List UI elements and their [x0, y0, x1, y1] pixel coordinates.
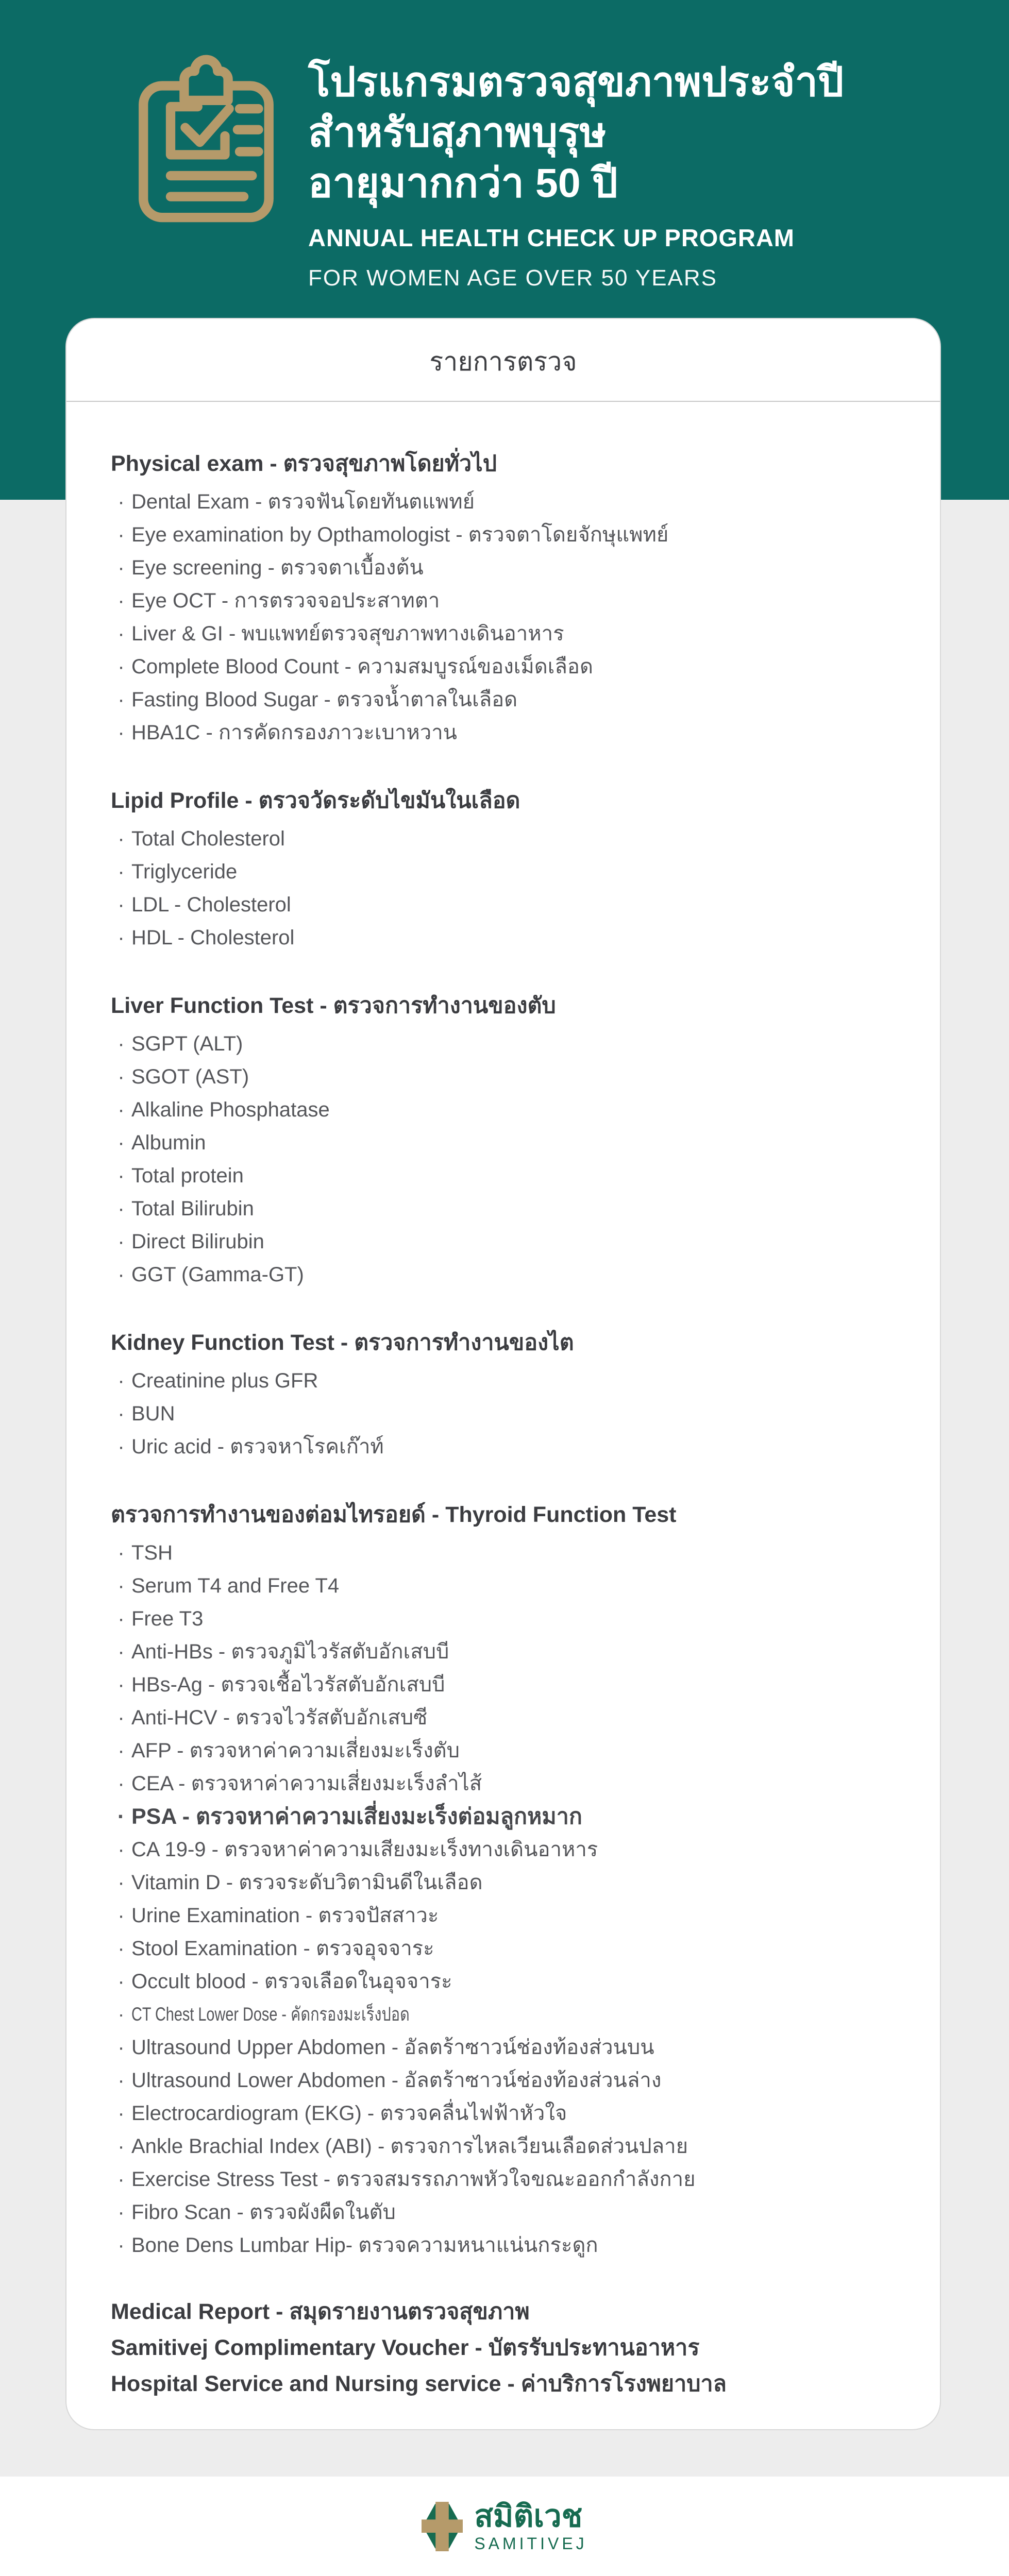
exam-item-label: HBA1C - การคัดกรองภาวะเบาหวาน [131, 721, 458, 744]
exam-item [111, 584, 896, 617]
exam-item-label: Urine Examination - ตรวจปัสสาวะ [131, 1904, 439, 1927]
section-title: ตรวจการทำงานของต่อมไทรอยด์ - Thyroid Function Test [111, 1502, 677, 1527]
exam-item-label: SGPT (ALT) [131, 1032, 243, 1055]
exam-item-label: Electrocardiogram (EKG) - ตรวจคลื่นไฟฟ้าหัวใจ [131, 2102, 567, 2125]
clipboard-check-icon [135, 54, 277, 227]
exam-item [111, 1397, 896, 1430]
summary-line: Hospital Service and Nursing service - ค่าบริการโรงพยาบาล [111, 2371, 727, 2396]
exam-item-label: Occult blood - ตรวจเลือดในอุจจาระ [131, 1970, 452, 1993]
bullet-dot-icon: · [117, 1804, 125, 1829]
exam-item-label: Ultrasound Lower Abdomen - อัลตร้าซาวน์ช่องท้องส่วนล่าง [131, 2069, 662, 2092]
exam-item-label: Stool Examination - ตรวจอุจจาระ [131, 1937, 434, 1960]
exam-item [111, 1602, 896, 1635]
exam-item [111, 1833, 896, 1866]
bullet-dot-icon: · [117, 926, 125, 949]
bullet-dot-icon: · [117, 1937, 125, 1960]
checkup-list-card [65, 318, 941, 2430]
bullet-dot-icon: · [117, 1263, 125, 1286]
exam-item-label: Anti-HBs - ตรวจภูมิไวรัสตับอักเสบบี [131, 1640, 449, 1663]
logo-text-block [474, 2500, 587, 2553]
bullet-dot-icon: · [117, 2135, 125, 2158]
bullet-dot-icon: · [117, 1541, 125, 1564]
bullet-dot-icon: · [117, 1402, 125, 1425]
exam-item-label: Dental Exam - ตรวจฟันโดยทันตแพทย์ [131, 490, 475, 513]
page-header [135, 54, 844, 291]
bullet-dot-icon: · [117, 589, 125, 612]
exam-item-label: HDL - Cholesterol [131, 926, 295, 949]
bullet-dot-icon: · [117, 1065, 125, 1088]
bullet-dot-icon: · [117, 1574, 125, 1597]
exam-item [111, 855, 896, 888]
bullet-dot-icon: · [117, 1197, 125, 1220]
page-title-thai [308, 57, 844, 208]
exam-item-label: Ultrasound Upper Abdomen - อัลตร้าซาวน์ช่องท้องส่วนบน [131, 2036, 654, 2059]
exam-item [111, 518, 896, 551]
bullet-dot-icon: · [117, 1673, 125, 1696]
exam-item-label: Total Cholesterol [131, 827, 285, 850]
exam-item-label: Eye examination by Opthamologist - ตรวจตาโดยจักษุแพทย์ [131, 523, 669, 546]
exam-item [111, 1093, 896, 1126]
bullet-dot-icon: · [117, 688, 125, 711]
exam-item [111, 1800, 896, 1833]
bullet-dot-icon: · [117, 1838, 125, 1861]
exam-item-label: Complete Blood Count - ความสมบูรณ์ของเม็ดเลือด [131, 655, 593, 678]
bullet-dot-icon: · [117, 2036, 125, 2059]
exam-item [111, 1965, 896, 1998]
exam-item [111, 2097, 896, 2130]
bullet-dot-icon: · [117, 2201, 125, 2224]
exam-item-label: HBs-Ag - ตรวจเชื้อไวรัสตับอักเสบบี [131, 1673, 445, 1696]
exam-item [111, 822, 896, 855]
exam-item-label: Vitamin D - ตรวจระดับวิตามินดีในเลือด [131, 1871, 483, 1894]
exam-item-label: LDL - Cholesterol [131, 893, 291, 916]
exam-section [111, 449, 896, 749]
exam-item [111, 716, 896, 749]
exam-item-label: Serum T4 and Free T4 [131, 1574, 340, 1597]
exam-item-label: Eye OCT - การตรวจจอประสาทตา [131, 589, 440, 612]
bullet-dot-icon: · [117, 860, 125, 883]
exam-item-label: SGOT (AST) [131, 1065, 249, 1088]
exam-item-label: Ankle Brachial Index (ABI) - ตรวจการไหลเวียนเลือดส่วนปลาย [131, 2135, 688, 2158]
exam-item [111, 2031, 896, 2064]
bullet-dot-icon: · [117, 655, 125, 678]
exam-item [111, 1225, 896, 1258]
title-thai-line-3: อายุมากกว่า 50 ปี [308, 159, 618, 206]
exam-item-label: PSA - ตรวจหาค่าความเสี่ยงมะเร็งต่อมลูกหมาก [131, 1804, 582, 1829]
exam-item [111, 888, 896, 921]
bullet-dot-icon: · [117, 893, 125, 916]
section-title: Kidney Function Test - ตรวจการทำงานของไต [111, 1330, 574, 1355]
bullet-dot-icon: · [117, 1032, 125, 1055]
exam-item-label: Anti-HCV - ตรวจไวรัสตับอักเสบซี [131, 1706, 428, 1729]
exam-item [111, 1899, 896, 1932]
exam-item [111, 1192, 896, 1225]
exam-section [111, 1500, 896, 2262]
bullet-dot-icon: · [117, 1164, 125, 1187]
samitivej-logo [422, 2494, 587, 2560]
summary-line: Medical Report - สมุดรายงานตรวจสุขภาพ [111, 2299, 530, 2324]
exam-item-label: Exercise Stress Test - ตรวจสมรรถภาพหัวใจขณะออกกำลังกาย [131, 2168, 696, 2191]
bullet-dot-icon: · [117, 1098, 125, 1121]
exam-item-label: Fibro Scan - ตรวจผังผืดในตับ [131, 2201, 396, 2224]
bullet-dot-icon: · [117, 1230, 125, 1253]
bullet-dot-icon: · [117, 1435, 125, 1458]
exam-item [111, 2064, 896, 2097]
exam-item [111, 551, 896, 584]
exam-item-label: Bone Dens Lumbar Hip- ตรวจความหนาแน่นกระดูก [131, 2234, 598, 2257]
exam-section [111, 991, 896, 1291]
exam-item-label: Liver & GI - พบแพทย์ตรวจสุขภาพทางเดินอาหาร [131, 622, 564, 645]
exam-item-label: CT Chest Lower Dose - คัดกรองมะเร็งปอด [131, 2004, 410, 2025]
bullet-dot-icon: · [117, 2004, 125, 2025]
exam-item-label: Direct Bilirubin [131, 1230, 264, 1253]
bullet-dot-icon: · [117, 622, 125, 645]
exam-item [111, 485, 896, 518]
bullet-dot-icon: · [117, 721, 125, 744]
card-heading: รายการตรวจ [429, 347, 577, 376]
exam-item [111, 1159, 896, 1192]
exam-item [111, 1430, 896, 1463]
page-title-english: ANNUAL HEALTH CHECK UP PROGRAM [308, 224, 795, 251]
exam-item [111, 1536, 896, 1569]
exam-item [111, 1635, 896, 1668]
card-sections [111, 449, 896, 2262]
card-summary-lines [111, 2294, 896, 2402]
logo-english-name: SAMITIVEJ [474, 2534, 587, 2553]
bullet-dot-icon: · [117, 1369, 125, 1392]
exam-item-label: Albumin [131, 1131, 206, 1154]
exam-item [111, 2229, 896, 2262]
exam-item [111, 921, 896, 954]
header-text-block [308, 54, 844, 291]
exam-item-label: Total Bilirubin [131, 1197, 254, 1220]
exam-item [111, 650, 896, 683]
exam-item [111, 1701, 896, 1734]
exam-item [111, 2130, 896, 2163]
exam-item [111, 1998, 896, 2031]
logo-thai-name: สมิติเวช [474, 2498, 583, 2533]
exam-item-label: GGT (Gamma-GT) [131, 1263, 304, 1286]
exam-item-label: Uric acid - ตรวจหาโรคเก๊าท์ [131, 1435, 384, 1458]
exam-item [111, 1668, 896, 1701]
bullet-dot-icon: · [117, 2102, 125, 2125]
exam-item [111, 1866, 896, 1899]
bullet-dot-icon: · [117, 1739, 125, 1762]
exam-item [111, 1932, 896, 1965]
section-title: Lipid Profile - ตรวจวัดระดับไขมันในเลือด [111, 788, 520, 813]
bullet-dot-icon: · [117, 1904, 125, 1927]
exam-item [111, 2163, 896, 2196]
bullet-dot-icon: · [117, 2168, 125, 2191]
section-title: Liver Function Test - ตรวจการทำงานของตับ [111, 993, 556, 1018]
exam-item [111, 683, 896, 716]
page-subtitle-english: FOR WOMEN AGE OVER 50 YEARS [308, 265, 718, 291]
samitivej-cross-icon [422, 2494, 463, 2560]
exam-item [111, 1767, 896, 1800]
summary-line: Samitivej Complimentary Voucher - บัตรรับประทานอาหาร [111, 2335, 700, 2360]
exam-item-label: BUN [131, 1402, 175, 1425]
exam-item-label: Fasting Blood Sugar - ตรวจน้ำตาลในเลือด [131, 688, 518, 711]
title-thai-line-1: โปรแกรมตรวจสุขภาพประจำปี [308, 59, 844, 105]
exam-item-label: Triglyceride [131, 860, 238, 883]
exam-item-label: Total protein [131, 1164, 244, 1187]
bullet-dot-icon: · [117, 1772, 125, 1795]
bullet-dot-icon: · [117, 2069, 125, 2092]
exam-item [111, 1060, 896, 1093]
exam-item-label: Alkaline Phosphatase [131, 1098, 330, 1121]
exam-item-label: CA 19-9 - ตรวจหาค่าความเสียงมะเร็งทางเดินอาหาร [131, 1838, 598, 1861]
bullet-dot-icon: · [117, 1607, 125, 1630]
page-footer [0, 2477, 1009, 2576]
exam-item [111, 1126, 896, 1159]
bullet-dot-icon: · [117, 523, 125, 546]
exam-item-label: Creatinine plus GFR [131, 1369, 318, 1392]
exam-item [111, 1734, 896, 1767]
title-thai-line-2: สำหรับสุภาพบุรุษ [308, 109, 607, 155]
bullet-dot-icon: · [117, 2234, 125, 2257]
section-title: Physical exam - ตรวจสุขภาพโดยทั่วไป [111, 451, 497, 476]
bullet-dot-icon: · [117, 1970, 125, 1993]
exam-item [111, 617, 896, 650]
bullet-dot-icon: · [117, 1640, 125, 1663]
exam-item-label: TSH [131, 1541, 173, 1564]
exam-section [111, 786, 896, 954]
exam-item [111, 2196, 896, 2229]
bullet-dot-icon: · [117, 1706, 125, 1729]
bullet-dot-icon: · [117, 1131, 125, 1154]
exam-item [111, 1569, 896, 1602]
card-body [66, 402, 940, 2402]
bullet-dot-icon: · [117, 1871, 125, 1894]
exam-item [111, 1364, 896, 1397]
exam-item-label: Eye screening - ตรวจตาเบื้องต้น [131, 556, 424, 579]
exam-item-label: CEA - ตรวจหาค่าความเสี่ยงมะเร็งลำไส้ [131, 1772, 482, 1795]
bullet-dot-icon: · [117, 556, 125, 579]
bullet-dot-icon: · [117, 827, 125, 850]
exam-item-label: Free T3 [131, 1607, 204, 1630]
exam-item [111, 1258, 896, 1291]
bullet-dot-icon: · [117, 490, 125, 513]
exam-item-label: AFP - ตรวจหาค่าความเสี่ยงมะเร็งตับ [131, 1739, 460, 1762]
exam-item [111, 1027, 896, 1060]
exam-section [111, 1328, 896, 1463]
